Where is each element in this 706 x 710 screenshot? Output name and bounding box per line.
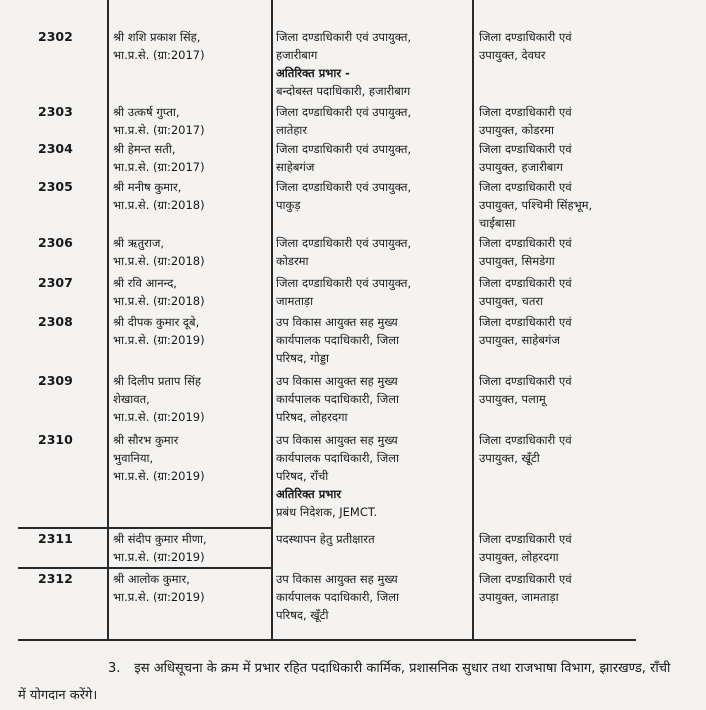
- new-posting: जिला दण्डाधिकारी एवं उपायुक्त, कोडरमा: [479, 105, 572, 137]
- current-posting-text: जिला दण्डाधिकारी एवं उपायुक्त, कोडरमा: [276, 236, 412, 268]
- current-posting-text: उप विकास आयुक्त सह मुख्य कार्यपालक पदाधिकारी, जिला परिषद, खूँटी: [276, 572, 400, 622]
- table-bottom-rule: [18, 639, 636, 641]
- officer-name: श्री मनीष कुमार, भा.प्र.से. (ग्रा:2018): [113, 180, 205, 212]
- new-posting: जिला दण्डाधिकारी एवं उपायुक्त, खूँटी: [479, 433, 572, 465]
- serial-number: 2302: [38, 29, 73, 44]
- new-posting: जिला दण्डाधिकारी एवं उपायुक्त, चतरा: [479, 276, 572, 308]
- new-posting: जिला दण्डाधिकारी एवं उपायुक्त, पलामू: [479, 374, 572, 406]
- column-rule-1: [107, 0, 109, 640]
- new-posting: जिला दण्डाधिकारी एवं उपायुक्त, लोहरदगा: [479, 532, 572, 564]
- additional-charge-text: प्रबंध निदेशक, JEMCT.: [276, 505, 378, 519]
- serial-number: 2305: [38, 179, 73, 194]
- new-posting: जिला दण्डाधिकारी एवं उपायुक्त, पश्चिमी सिंहभूम, चाईबासा: [479, 180, 593, 230]
- current-posting-text: उप विकास आयुक्त सह मुख्य कार्यपालक पदाधिकारी, जिला परिषद, गोड्डा: [276, 315, 400, 365]
- column-rule-3: [472, 0, 474, 640]
- paragraph-3: [18, 655, 678, 709]
- serial-number: 2309: [38, 373, 73, 388]
- current-posting: [276, 274, 470, 310]
- officer-name: श्री दीपक कुमार दूबे, भा.प्र.से. (ग्रा:2019): [113, 315, 205, 347]
- current-posting: [276, 28, 470, 100]
- current-posting-text: जिला दण्डाधिकारी एवं उपायुक्त, जामताड़ा: [276, 276, 412, 308]
- officer-name: श्री हेमन्त सती, भा.प्र.से. (ग्रा:2017): [113, 142, 205, 174]
- current-posting: [276, 313, 470, 367]
- column-rule-2: [271, 0, 273, 640]
- additional-charge-heading: अतिरिक्त प्रभार: [276, 487, 342, 501]
- officer-name: श्री रवि आनन्द, भा.प्र.से. (ग्रा:2018): [113, 276, 205, 308]
- current-posting: [276, 178, 470, 214]
- officer-name: श्री दिलीप प्रताप सिंह शेखावत, भा.प्र.से. (ग्रा:2019): [113, 374, 205, 424]
- paragraph-text: इस अधिसूचना के क्रम में प्रभार रहित पदाधिकारी कार्मिक, प्रशासनिक सुधार तथा राजभाषा विभाग, झारखण्ड, राँची में योगदान करेंगे।: [18, 661, 671, 703]
- row-separator: [18, 527, 273, 529]
- serial-number: 2303: [38, 104, 73, 119]
- officer-name: श्री ऋतुराज, भा.प्र.से. (ग्रा:2018): [113, 236, 205, 268]
- serial-number: 2307: [38, 275, 73, 290]
- current-posting-text: उप विकास आयुक्त सह मुख्य कार्यपालक पदाधिकारी, जिला परिषद, राँची: [276, 433, 400, 483]
- current-posting-text: जिला दण्डाधिकारी एवं उपायुक्त, पाकुड़: [276, 180, 412, 212]
- current-posting: [276, 234, 470, 270]
- officer-name: श्री शशि प्रकाश सिंह, भा.प्र.से. (ग्रा:2017): [113, 30, 205, 62]
- serial-number: 2311: [38, 531, 73, 546]
- serial-number: 2308: [38, 314, 73, 329]
- current-posting-text: जिला दण्डाधिकारी एवं उपायुक्त, हजारीबाग: [276, 30, 412, 62]
- additional-charge-heading: अतिरिक्त प्रभार -: [276, 66, 350, 80]
- current-posting: [276, 530, 470, 548]
- new-posting: जिला दण्डाधिकारी एवं उपायुक्त, सिमडेगा: [479, 236, 572, 268]
- serial-number: 2312: [38, 571, 73, 586]
- officer-name: श्री संदीप कुमार मीणा, भा.प्र.से. (ग्रा:2019): [113, 532, 207, 564]
- current-posting-text: जिला दण्डाधिकारी एवं उपायुक्त, साहेबगंज: [276, 142, 412, 174]
- officer-name: श्री उत्कर्ष गुप्ता, भा.प्र.से. (ग्रा:2017): [113, 105, 205, 137]
- additional-charge-text: बन्दोबस्त पदाधिकारी, हजारीबाग: [276, 84, 411, 98]
- current-posting-text: जिला दण्डाधिकारी एवं उपायुक्त, लातेहार: [276, 105, 412, 137]
- current-posting: [276, 570, 470, 624]
- current-posting: [276, 372, 470, 426]
- serial-number: 2304: [38, 141, 73, 156]
- row-separator: [18, 567, 273, 569]
- new-posting: जिला दण्डाधिकारी एवं उपायुक्त, जामताड़ा: [479, 572, 572, 604]
- new-posting: जिला दण्डाधिकारी एवं उपायुक्त, देवघर: [479, 30, 572, 62]
- current-posting-text: पदस्थापन हेतु प्रतीक्षारत: [276, 532, 375, 546]
- current-posting: [276, 140, 470, 176]
- serial-number: 2306: [38, 235, 73, 250]
- new-posting: जिला दण्डाधिकारी एवं उपायुक्त, हजारीबाग: [479, 142, 572, 174]
- current-posting: [276, 431, 470, 521]
- new-posting: जिला दण्डाधिकारी एवं उपायुक्त, साहेबगंज: [479, 315, 572, 347]
- current-posting-text: उप विकास आयुक्त सह मुख्य कार्यपालक पदाधिकारी, जिला परिषद, लोहरदगा: [276, 374, 400, 424]
- officer-name: श्री सौरभ कुमार भुवानिया, भा.प्र.से. (ग्रा:2019): [113, 433, 205, 483]
- serial-number: 2310: [38, 432, 73, 447]
- current-posting: [276, 103, 470, 139]
- paragraph-number: 3.: [108, 661, 121, 676]
- officer-name: श्री आलोक कुमार, भा.प्र.से. (ग्रा:2019): [113, 572, 205, 604]
